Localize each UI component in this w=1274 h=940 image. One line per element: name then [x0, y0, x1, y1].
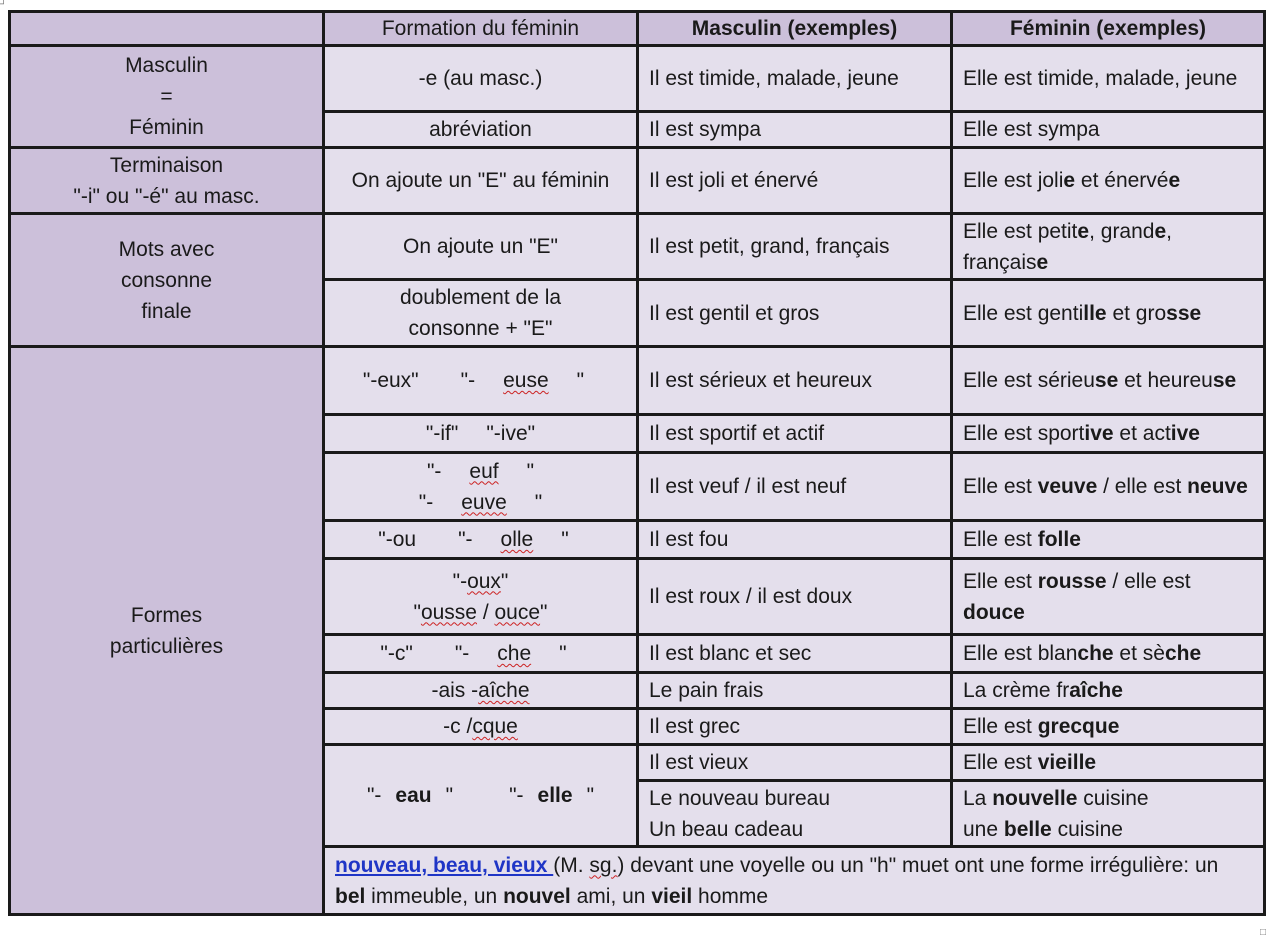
formation-cell: -e (au masc.) [324, 46, 638, 112]
category-terminaison: Terminaison "-i" ou "-é" au masc. [10, 148, 324, 214]
masculin-example: Le pain frais [638, 673, 952, 709]
masculin-example: Il est vieux [638, 745, 952, 781]
feminin-example: Elle est sportive et active [952, 415, 1265, 453]
header-masculin: Masculin (exemples) [638, 12, 952, 46]
header-row [10, 12, 1265, 46]
header-formation: Formation du féminin [324, 12, 638, 46]
bottom-right-corner-mark: □ [1260, 927, 1267, 938]
formation-cell: "-ou "- olle " [324, 521, 638, 559]
formation-cell: -ais -aîche [324, 673, 638, 709]
masculin-example: Il est sérieux et heureux [638, 347, 952, 415]
feminin-example: La crème fraîche [952, 673, 1265, 709]
irregular-forms-note: nouveau, beau, vieux (M. sg.) devant une voyelle ou un "h" muet ont une forme irrégulière: un bel immeuble, un nouvel ami, un vieil homme [324, 847, 1265, 915]
formation-cell: -c /cque [324, 709, 638, 745]
masculin-example: Il est petit, grand, français [638, 214, 952, 280]
category-formes: Formes particulières [10, 347, 324, 915]
feminin-example: Elle est sérieuse et heureuse [952, 347, 1265, 415]
table-row [10, 214, 1265, 280]
feminin-example: Elle est veuve / elle est neuve [952, 453, 1265, 521]
feminin-example: Elle est gentille et grosse [952, 280, 1265, 347]
formation-cell: "-eux" "- euse " [324, 347, 638, 415]
feminin-example: Elle est timide, malade, jeune [952, 46, 1265, 112]
table-row [10, 46, 1265, 112]
header-feminin: Féminin (exemples) [952, 12, 1265, 46]
masculin-example: Il est gentil et gros [638, 280, 952, 347]
category-egal: Masculin = Féminin [10, 46, 324, 148]
masculin-example: Il est joli et énervé [638, 148, 952, 214]
masculin-example: Il est fou [638, 521, 952, 559]
table-row [10, 148, 1265, 214]
formation-cell: doublement de la consonne + "E" [324, 280, 638, 347]
masculin-example: Il est veuf / il est neuf [638, 453, 952, 521]
feminin-example: Elle est rousse / elle est douce [952, 559, 1265, 635]
masculin-example: Il est sympa [638, 112, 952, 148]
masculin-example: Il est blanc et sec [638, 635, 952, 673]
feminin-example: Elle est jolie et énervée [952, 148, 1265, 214]
formation-cell: "-c" "- che " [324, 635, 638, 673]
masculin-example: Il est timide, malade, jeune [638, 46, 952, 112]
feminin-example: Elle est sympa [952, 112, 1265, 148]
feminin-example: Elle est vieille [952, 745, 1265, 781]
formation-cell: On ajoute un "E" au féminin [324, 148, 638, 214]
feminin-example: Elle est blanche et sèche [952, 635, 1265, 673]
top-left-corner-mark: ┘ [0, 0, 8, 10]
feminin-example: La nouvelle cuisine une belle cuisine [952, 781, 1265, 847]
masculin-example: Le nouveau bureau Un beau cadeau [638, 781, 952, 847]
note-link[interactable]: nouveau, beau, vieux [335, 853, 554, 877]
formation-cell: "-if" "-ive" [324, 415, 638, 453]
formation-cell: "-oux" "ousse / ouce" [324, 559, 638, 635]
masculin-example: Il est roux / il est doux [638, 559, 952, 635]
masculin-example: Il est sportif et actif [638, 415, 952, 453]
grammar-table [8, 10, 1266, 916]
formation-cell: "-eau " "-elle " [324, 745, 638, 847]
feminin-example: Elle est grecque [952, 709, 1265, 745]
masculin-example: Il est grec [638, 709, 952, 745]
formation-cell: On ajoute un "E" [324, 214, 638, 280]
formation-cell: abréviation [324, 112, 638, 148]
formation-cell: "- euf ""- euve " [324, 453, 638, 521]
table-row [10, 347, 1265, 415]
feminin-example: Elle est folle [952, 521, 1265, 559]
category-consonne: Mots avec consonne finale [10, 214, 324, 347]
header-empty-cell [10, 12, 324, 46]
feminin-example: Elle est petite, grande, française [952, 214, 1265, 280]
